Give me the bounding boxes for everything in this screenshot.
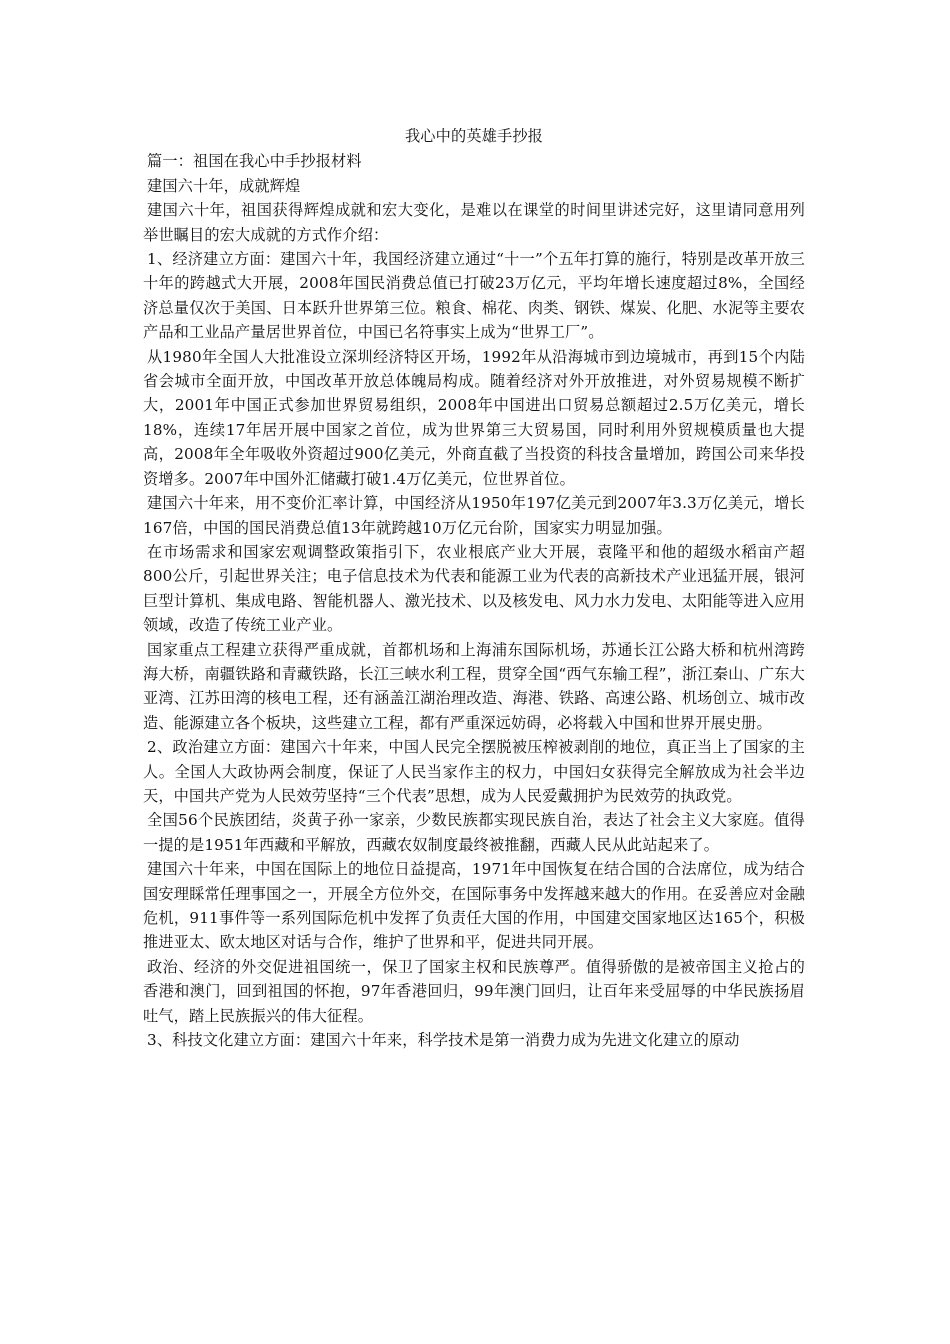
- paragraph-reunification: 政治、经济的外交促进祖国统一，保卫了国家主权和民族尊严。值得骄傲的是被帝国主义抢占的香港和澳门，回到祖国的怀抱，97年香港回归，99年澳门回归，让百年来受屈辱的中华民族扬眉吐气，踏上民族振兴的伟大征程。: [143, 957, 805, 1025]
- paragraph-subheading: 建国六十年，成就辉煌: [147, 176, 301, 195]
- paragraph-intro: 建国六十年，祖国获得辉煌成就和宏大变化，是难以在课堂的时间里讲述完好，这里请同意用列举世瞩目的宏大成就的方式作介绍：: [143, 201, 805, 244]
- paragraph-politics: 2、政治建立方面：建国六十年来，中国人民完全摆脱被压榨被剥削的地位，真正当上了国家的主人。全国人大政协两会制度，保证了人民当家作主的权力，中国妇女获得完全解放成为社会半边天，中国共产党为人民效劳坚持“三个代表”思想，成为人民爱戴拥护为民效劳的执政党。: [143, 738, 805, 805]
- document-body: [143, 124, 805, 1052]
- paragraph-section-heading: 篇一：祖国在我心中手抄报材料: [147, 152, 362, 171]
- paragraph-economy: 1、经济建立方面：建国六十年，我国经济建立通过“十一”个五年打算的施行，特别是改革开放三十年的跨越式大开展，2008年国民消费总值已打破23万亿元，平均年增长速度超过8%，全国经济总量仅次于美国、日本跃升世界第三位。粮食、棉花、肉类、钢铁、煤炭、化肥、水泥等主要农产品和工业品产量居世界首位，中国已名符事实上成为“世界工厂”。: [143, 250, 805, 342]
- paragraph-economic-growth: 建国六十年来，用不变价汇率计算，中国经济从1950年197亿美元到2007年3.3万亿美元，增长167倍，中国的国民消费总值13年就跨越10万亿元台阶，国家实力明显加强。: [143, 494, 805, 537]
- paragraph-science-culture: 3、科技文化建立方面：建国六十年来，科学技术是第一消费力成为先进文化建立的原动: [147, 1031, 740, 1050]
- paragraph-ethnic-unity: 全国56个民族团结，炎黄子孙一家亲，少数民族都实现民族自治，表达了社会主义大家庭。值得一提的是1951年西藏和平解放，西藏农奴制度最终被推翻，西藏人民从此站起来了。: [143, 811, 805, 854]
- paragraph-international: 建国六十年来，中国在国际上的地位日益提高，1971年中国恢复在结合国的合法席位，成为结合国安理睬常任理事国之一，开展全方位外交，在国际事务中发挥越来越大的作用。在妥善应对金融危机，911事件等一系列国际危机中发挥了负责任大国的作用，中国建交国家地区达165个，积极推进亚太、欧太地区对话与合作，维护了世界和平，促进共同开展。: [143, 860, 805, 952]
- document-title: 我心中的英雄手抄报: [404, 127, 544, 145]
- paragraph-industry: 在市场需求和国家宏观调整政策指引下，农业根底产业大开展，袁隆平和他的超级水稻亩产超800公斤，引起世界关注；电子信息技术为代表和能源工业为代表的高新技术产业迅猛开展，银河巨型计算机、集成电路、智能机器人、激光技术、以及核发电、风力水力发电、太阳能等进入应用领域，改造了传统工业产业。: [143, 542, 805, 635]
- paragraph-key-projects: 国家重点工程建立获得严重成就，首都机场和上海浦东国际机场，苏通长江公路大桥和杭州湾跨海大桥，南疆铁路和青藏铁路，长江三峡水利工程，贯穿全国“西气东输工程”，浙江秦山、广东大亚湾、江苏田湾的核电工程，还有涵盖江湖治理改造、海港、铁路、高速公路、机场创立、城市改造、能源建立各个板块，这些建立工程，都有严重深远妨碍，必将载入中国和世界开展史册。: [143, 640, 805, 732]
- paragraph-opening-up: 从1980年全国人大批准设立深圳经济特区开场，1992年从沿海城市到边境城市，再到15个内陆省会城市全面开放，中国改革开放总体魄局构成。随着经济对外开放推进，对外贸易规模不断扩大，2001年中国正式参加世界贸易组织，2008年中国进出口贸易总额超过2.5万亿美元，增长18%，连续17年居开展中国家之首位，成为世界第三大贸易国，同时利用外贸规模质量也大提高，2008年全年吸收外资超过900亿美元，外商直截了当投资的科技含量增加，跨国公司来华投资增多。2007年中国外汇储藏打破1.4万亿美元，位世界首位。: [143, 347, 805, 488]
